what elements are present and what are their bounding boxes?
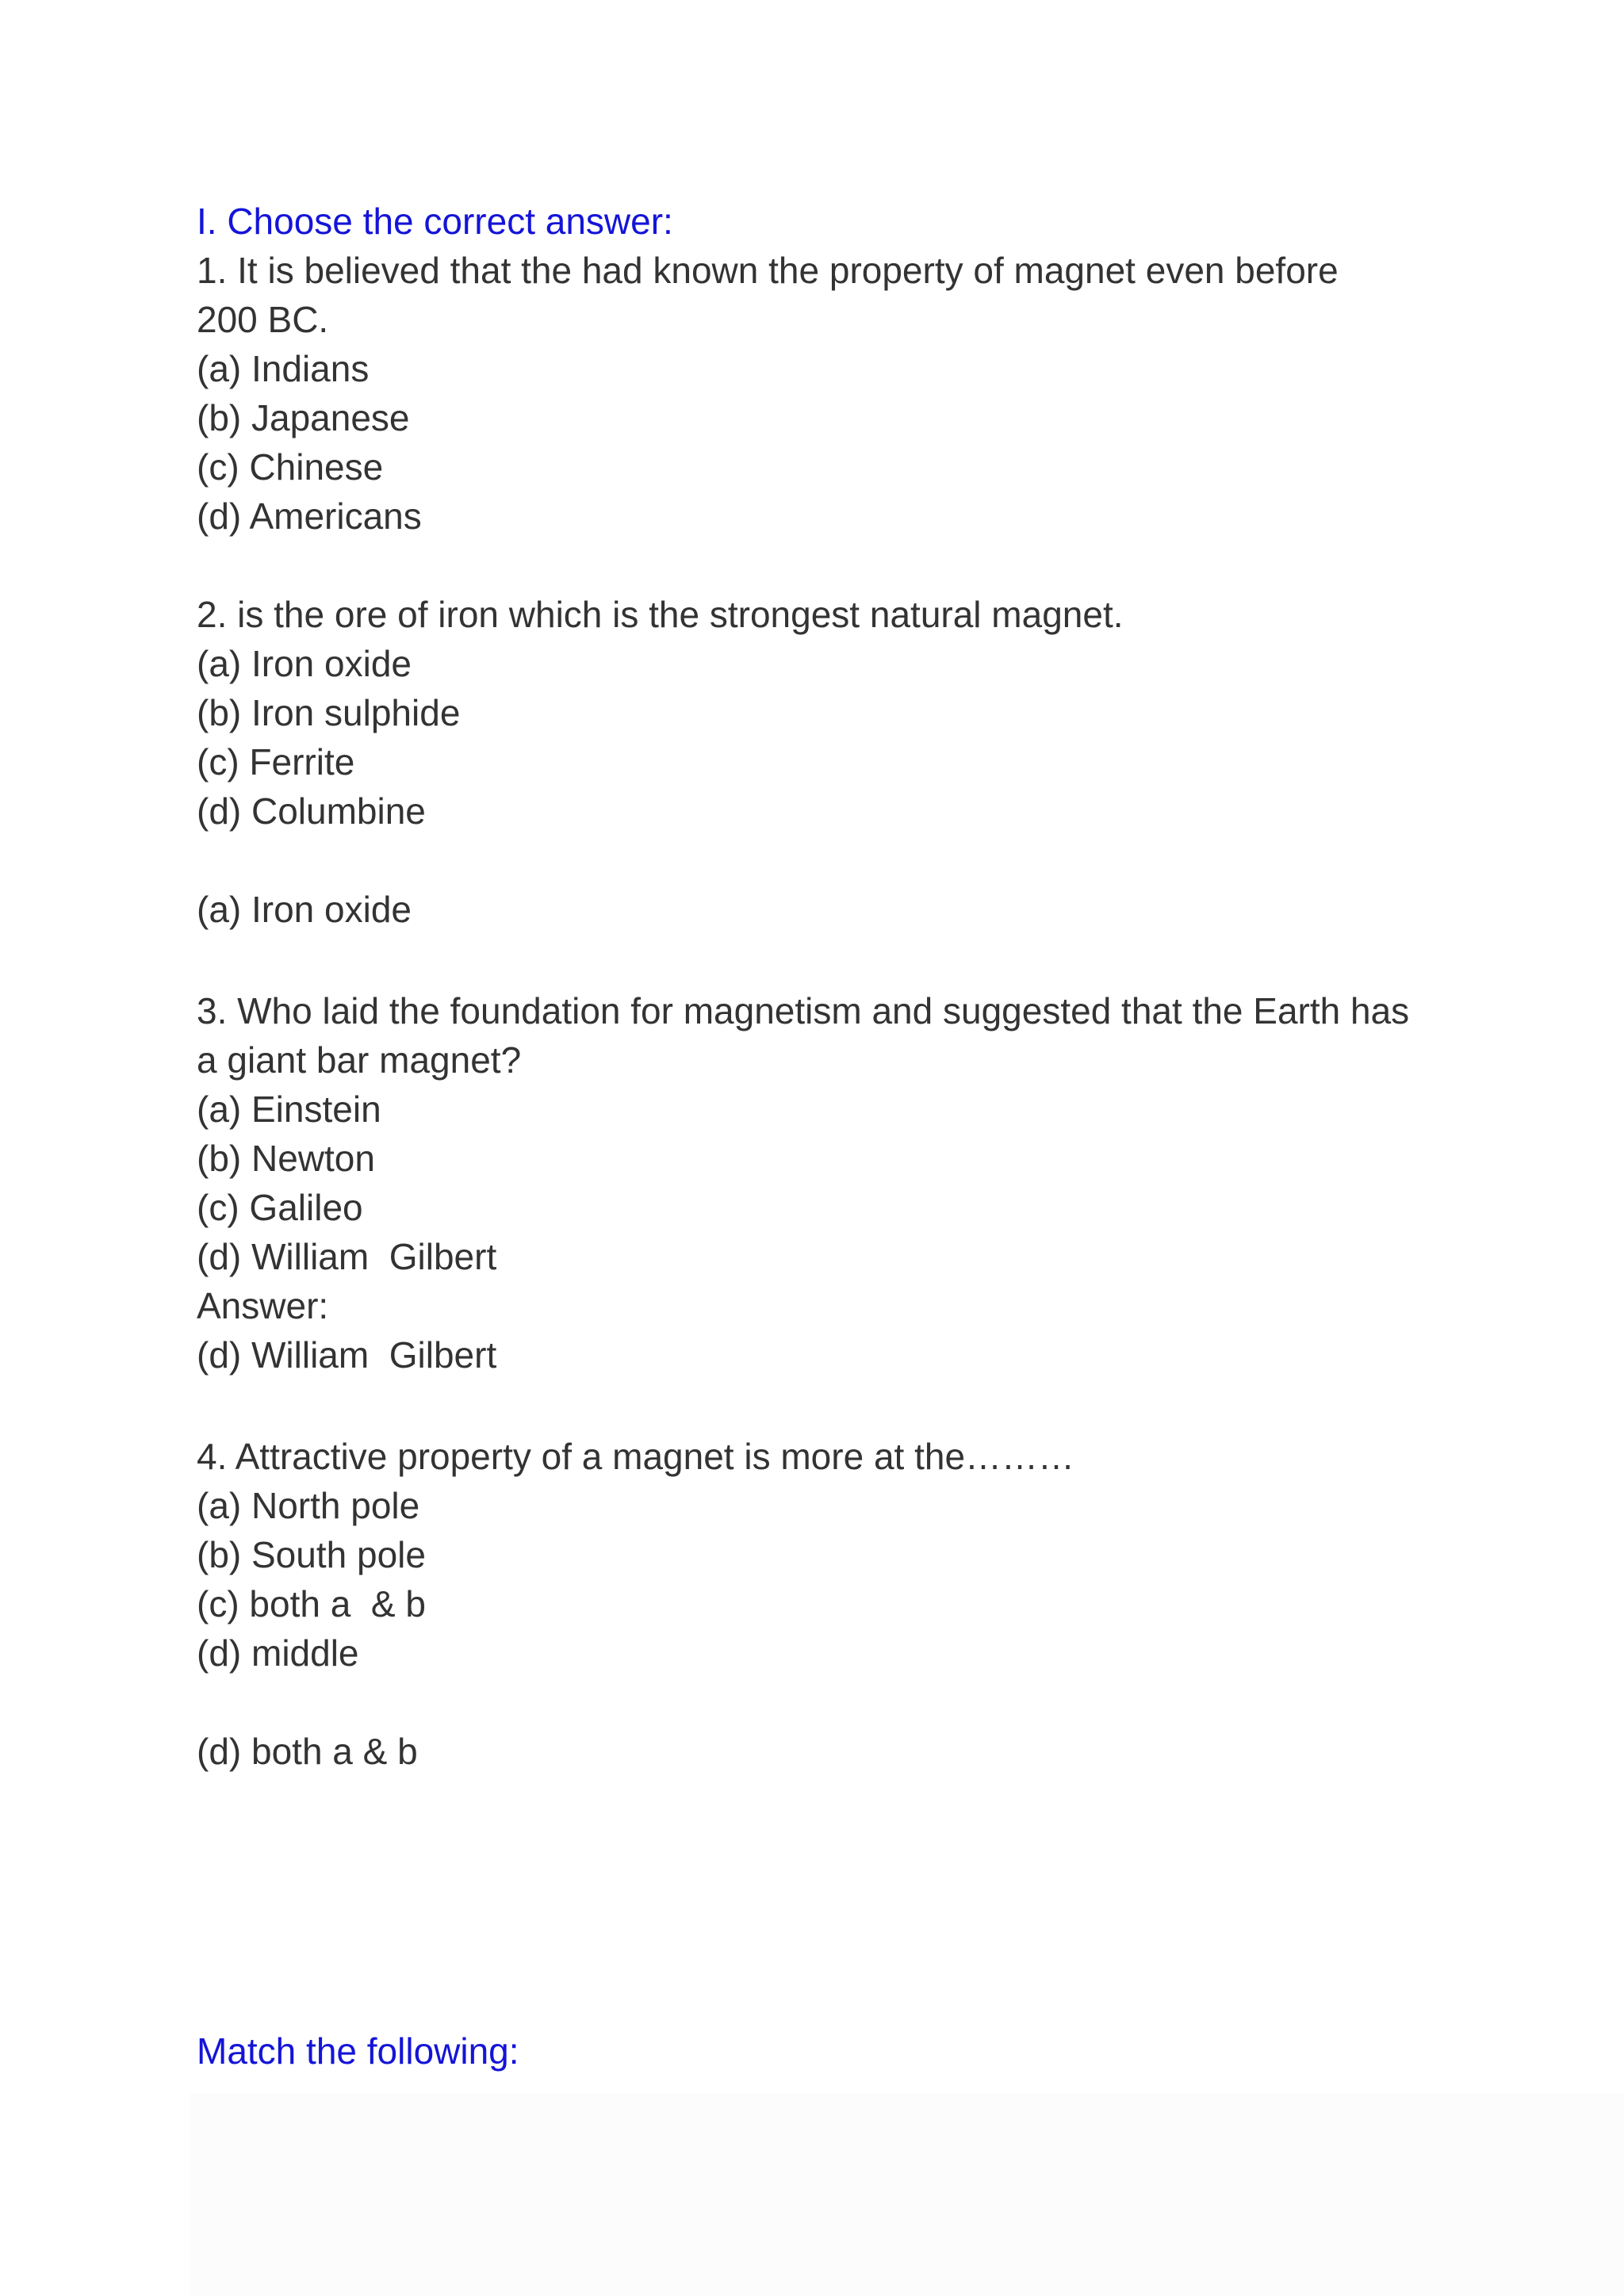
spacer: [197, 1678, 1434, 1727]
option-b: (b) South pole: [197, 1534, 426, 1575]
option-b: (b) Newton: [197, 1138, 375, 1179]
question-2: [197, 590, 1434, 934]
option-d: (d) William Gilbert: [197, 1236, 497, 1277]
question-text: 2. is the ore of iron which is the strongest natural magnet.: [197, 594, 1124, 635]
question-text: 1. It is believed that the had known the property of magnet even before: [197, 250, 1339, 291]
worksheet-body: [197, 197, 1434, 1776]
question-text: 3. Who laid the foundation for magnetism and suggested that the Earth has: [197, 990, 1410, 1031]
option-c: (c) Chinese: [197, 446, 384, 488]
option-a: (a) Indians: [197, 348, 370, 389]
match-heading: Match the following:: [197, 2030, 519, 2072]
option-b: (b) Iron sulphide: [197, 692, 461, 733]
spacer: [197, 934, 1434, 986]
option-d: (d) Americans: [197, 496, 422, 537]
option-c: (c) Ferrite: [197, 741, 355, 783]
question-text: 4. Attractive property of a magnet is more at the………: [197, 1436, 1075, 1477]
option-c: (c) Galileo: [197, 1187, 363, 1228]
question-text: 200 BC.: [197, 299, 329, 340]
option-a: (a) Einstein: [197, 1089, 381, 1130]
question-text: a giant bar magnet?: [197, 1039, 522, 1081]
spacer: [197, 836, 1434, 885]
shaded-region: [190, 2093, 1624, 2296]
option-a: (a) Iron oxide: [197, 643, 412, 684]
answer-label: Answer:: [197, 1285, 329, 1326]
option-c: (c) both a & b: [197, 1583, 426, 1624]
answer-text: (d) both a & b: [197, 1731, 418, 1772]
answer-text: (d) William Gilbert: [197, 1334, 497, 1376]
option-d: (d) Columbine: [197, 790, 426, 832]
question-1: [197, 246, 1434, 541]
spacer: [197, 1380, 1434, 1432]
question-4: [197, 1432, 1434, 1776]
option-a: (a) North pole: [197, 1485, 420, 1526]
section-heading: I. Choose the correct answer:: [197, 201, 673, 242]
answer-text: (a) Iron oxide: [197, 889, 412, 930]
option-b: (b) Japanese: [197, 397, 410, 438]
spacer: [197, 541, 1434, 590]
option-d: (d) middle: [197, 1632, 359, 1674]
question-3: [197, 986, 1434, 1380]
